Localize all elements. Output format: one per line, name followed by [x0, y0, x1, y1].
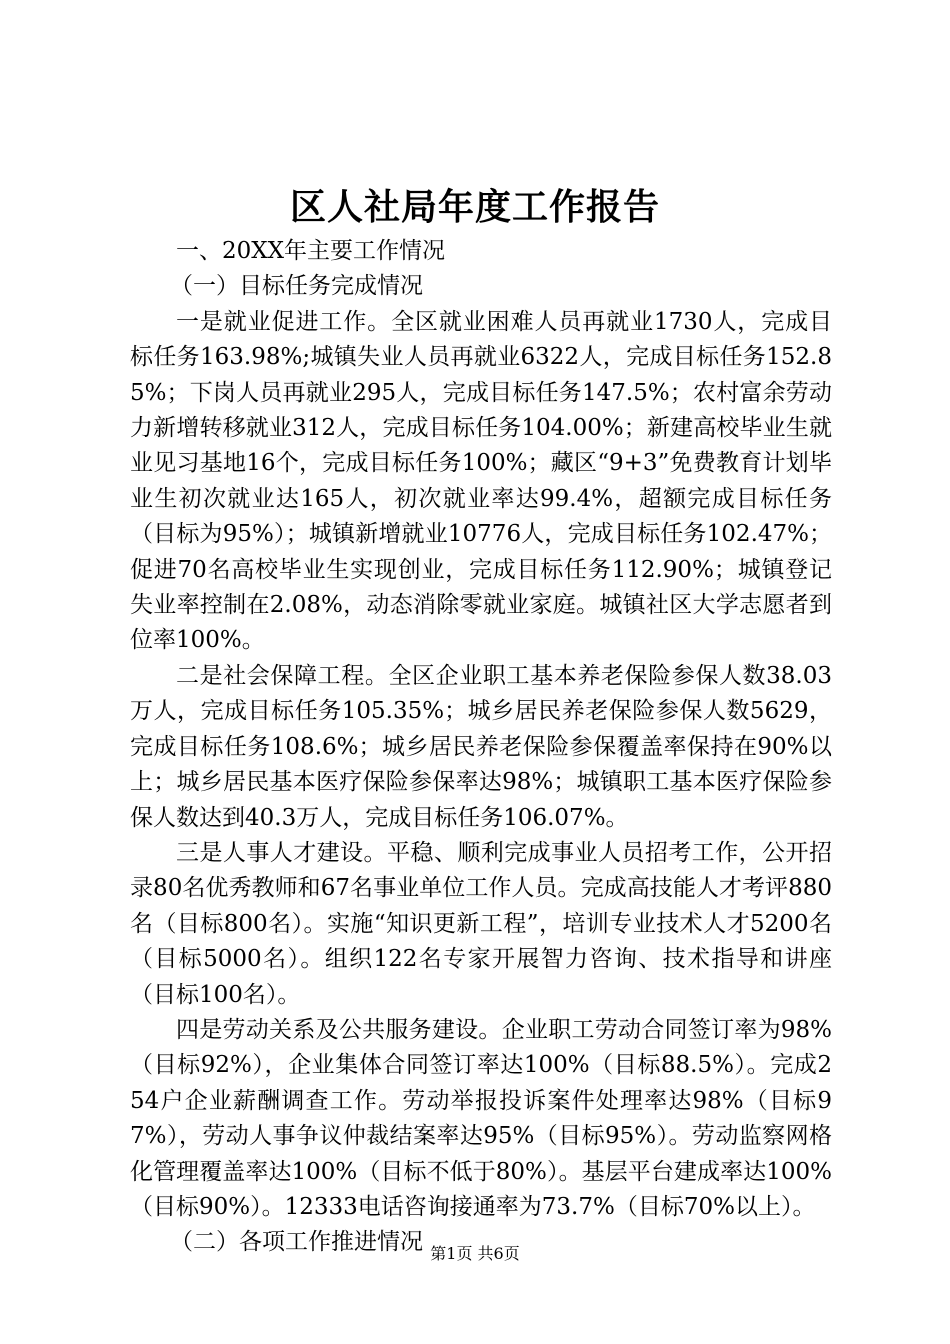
document-title: 区人社局年度工作报告 [289, 186, 660, 228]
document-body [130, 234, 832, 1261]
section-heading: 一、20XX年主要工作情况 [176, 238, 446, 264]
subsection-heading: （一）目标任务完成情况 [170, 273, 423, 300]
subsection-heading: （二）各项工作推进情况 [170, 1229, 423, 1256]
page-number: 第1页 共6页 [430, 1244, 520, 1263]
paragraph-employment: 一是就业促进工作。全区就业困难人员再就业1730人，完成目标任务163.98%;城镇失业人员再就业6322人，完成目标任务152.85%；下岗人员再就业295人，完成目标任务147.5%；农村富余劳动力新增转移就业312人，完成目标任务104.00%；新建高校毕业生就业见习基地16个，完成目标任务100%；藏区“9+3”免费教育计划毕业生初次就业达165人，初次就业率达99.4%，超额完成目标任务（目标为95%）；城镇新增就业10776人，完成目标任务102.47%；促进70名高校毕业生实现创业，完成目标任务112.90%；城镇登记失业率控制在2.08%，动态消除零就业家庭。城镇社区大学志愿者到位率100%。 [130, 308, 832, 654]
paragraph-social-security: 二是社会保障工程。全区企业职工基本养老保险参保人数38.03万人，完成目标任务105.35%；城乡居民养老保险参保人数5629，完成目标任务108.6%；城乡居民养老保险参保覆盖率保持在90%以上；城乡居民基本医疗保险参保率达98%；城镇职工基本医疗保险参保人数达到40.3万人，完成目标任务106.07%。 [130, 662, 832, 831]
paragraph-personnel: 三是人事人才建设。平稳、顺利完成事业人员招考工作，公开招录80名优秀教师和67名事业单位工作人员。完成高技能人才考评880名（目标800名）。实施“知识更新工程”，培训专业技术人才5200名（目标5000名）。组织122名专家开展智力咨询、技术指导和讲座（目标100名）。 [130, 839, 832, 1008]
paragraph-labor-relations: 四是劳动关系及公共服务建设。企业职工劳动合同签订率为98%（目标92%），企业集体合同签订率达100%（目标88.5%）。完成254户企业薪酬调查工作。劳动举报投诉案件处理率达98%（目标97%），劳动人事争议仲裁结案率达95%（目标95%）。劳动监察网格化管理覆盖率达100%（目标不低于80%）。基层平台建成率达100%（目标90%）。12333电话咨询接通率为73.7%（目标70%以上）。 [130, 1016, 832, 1220]
